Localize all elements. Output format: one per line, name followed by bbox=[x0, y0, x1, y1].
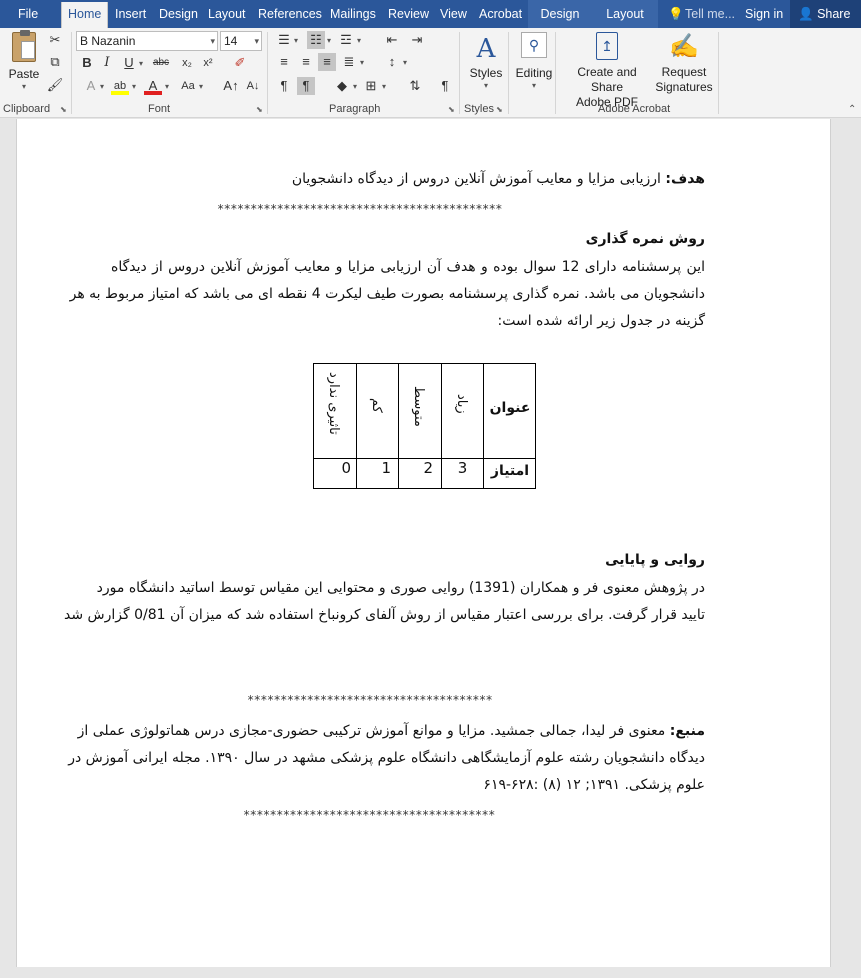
ribbon-home bbox=[0, 28, 861, 118]
validity-title: روایی و پایایی bbox=[605, 552, 705, 568]
tab-layout[interactable]: Layout bbox=[208, 7, 246, 21]
styles-group-label: Styles bbox=[464, 103, 494, 115]
font-group-label: Font bbox=[148, 103, 171, 115]
goal-line: هدف: ارزیابی مزایا و معایب آموزش آنلاین دروس از دیدگاه دانشجویان bbox=[291, 171, 705, 187]
chevron-down-icon[interactable]: ▾ bbox=[360, 58, 365, 67]
styles-button[interactable]: A Styles ▾ bbox=[466, 32, 506, 91]
table-header-cell: زیاد bbox=[454, 394, 469, 414]
tab-insert[interactable]: Insert bbox=[115, 7, 147, 21]
clear-formatting-icon[interactable]: ✐ bbox=[234, 55, 246, 70]
subscript-icon[interactable]: x₂ bbox=[182, 57, 192, 69]
clipboard-icon bbox=[12, 32, 36, 62]
chevron-down-icon[interactable]: ▾ bbox=[327, 36, 332, 45]
copy-icon[interactable]: ⧉ bbox=[50, 54, 60, 69]
table-header-cell: کم bbox=[369, 398, 384, 413]
chevron-down-icon[interactable]: ▾ bbox=[100, 82, 105, 91]
decrease-indent-icon[interactable]: ⇤ bbox=[386, 32, 398, 47]
cut-icon[interactable]: ✂ bbox=[49, 32, 61, 47]
paste-button[interactable]: Paste ▾ bbox=[6, 32, 42, 92]
separator-stars: ************************************** bbox=[243, 808, 495, 822]
tab-review[interactable]: Review bbox=[388, 7, 429, 21]
tab-references[interactable]: References bbox=[258, 7, 322, 21]
table-cell: 0 bbox=[341, 459, 351, 477]
tell-me-search[interactable]: Tell me... bbox=[685, 7, 736, 21]
table-header-title: عنوان bbox=[489, 400, 531, 416]
shrink-font-icon[interactable]: A↓ bbox=[246, 80, 260, 92]
share-button[interactable]: 👤 Share bbox=[790, 0, 861, 28]
align-left-icon[interactable]: ≡ bbox=[280, 54, 288, 69]
create-share-pdf-button[interactable]: ↥ Create and Share Adobe PDF bbox=[560, 32, 654, 110]
tab-view[interactable]: View bbox=[440, 7, 467, 21]
line-spacing-icon[interactable]: ↕ bbox=[388, 54, 396, 69]
table-score-label: امتیاز bbox=[490, 463, 530, 479]
pdf-create-icon: ↥ bbox=[596, 32, 618, 60]
styles-launcher-icon[interactable]: ⬊ bbox=[496, 105, 503, 114]
table-cell: 3 bbox=[457, 459, 468, 477]
scoring-paragraph-line: این پرسشنامه دارای 12 سوال بوده و هدف آن ارزیابی مزایا و معایب آموزش آنلاین دروس از دیدگاه bbox=[111, 259, 705, 275]
ribbon-tab-bar bbox=[0, 0, 861, 28]
divider bbox=[718, 32, 719, 114]
tab-file[interactable]: File bbox=[18, 7, 39, 21]
chevron-down-icon: ▾ bbox=[210, 36, 215, 46]
underline-icon[interactable]: U bbox=[124, 55, 134, 70]
highlight-icon[interactable]: ab bbox=[111, 77, 129, 95]
ltr-icon[interactable]: ¶ bbox=[280, 78, 288, 93]
numbering-icon[interactable]: ☷ bbox=[307, 31, 325, 49]
sign-in-link[interactable]: Sign in bbox=[745, 7, 784, 21]
tab-acrobat[interactable]: Acrobat bbox=[479, 7, 523, 21]
styles-icon: A bbox=[476, 34, 496, 64]
scoring-paragraph-line: گزینه در جدول زیر ارائه شده است: bbox=[497, 313, 705, 329]
table-header-cell: متوسط bbox=[411, 386, 426, 427]
grow-font-icon[interactable]: A↑ bbox=[223, 78, 239, 93]
clipboard-group-label: Clipboard bbox=[3, 103, 51, 115]
clipboard-launcher-icon[interactable]: ⬊ bbox=[60, 105, 67, 114]
source-line: علوم پزشکی. ۱۳۹۱; ۱۲ (۸) :۶۲۸-۶۱۹ bbox=[483, 777, 705, 793]
document-area bbox=[0, 119, 861, 978]
tab-table-layout[interactable]: Layout bbox=[592, 0, 658, 28]
borders-icon[interactable]: ⊞ bbox=[365, 78, 377, 93]
chevron-down-icon[interactable]: ▾ bbox=[357, 36, 362, 45]
chevron-down-icon[interactable]: ▾ bbox=[199, 82, 204, 91]
divider bbox=[459, 32, 460, 114]
separator-stars: ******************************************* bbox=[217, 202, 502, 216]
divider bbox=[71, 32, 72, 114]
magnifier-icon: ⚲ bbox=[521, 32, 547, 58]
font-launcher-icon[interactable]: ⬊ bbox=[256, 105, 263, 114]
divider bbox=[267, 32, 268, 114]
separator-stars: ************************************* bbox=[247, 693, 493, 707]
text-effects-icon[interactable]: A bbox=[86, 78, 96, 93]
scoring-title: روش نمره گذاری bbox=[585, 231, 705, 247]
chevron-down-icon[interactable]: ▾ bbox=[353, 82, 358, 91]
source-line: دیدگاه دانشجویان رشته علوم آزمایشگاهی دانشگاه علوم پزشکی مشهد در سال ۱۳۹۰. مجله ایرانی آموزش در bbox=[68, 750, 705, 766]
strikethrough-icon[interactable]: abc bbox=[152, 57, 170, 68]
font-size-combo[interactable]: 14 ▾ bbox=[220, 31, 262, 51]
tab-mailings[interactable]: Mailings bbox=[330, 7, 376, 21]
increase-indent-icon[interactable]: ⇥ bbox=[411, 32, 423, 47]
signature-icon: ✍ bbox=[669, 33, 699, 60]
chevron-down-icon[interactable]: ▾ bbox=[132, 82, 137, 91]
divider bbox=[555, 32, 556, 114]
multilevel-list-icon[interactable]: ☲ bbox=[340, 32, 352, 47]
tab-home[interactable]: Home bbox=[61, 2, 108, 28]
font-color-icon[interactable]: A bbox=[144, 77, 162, 95]
person-add-icon: 👤 bbox=[798, 7, 814, 21]
scoring-table[interactable] bbox=[313, 363, 536, 489]
chevron-down-icon[interactable]: ▾ bbox=[294, 36, 299, 45]
document-page[interactable] bbox=[16, 119, 831, 967]
chevron-down-icon[interactable]: ▾ bbox=[165, 82, 170, 91]
source-line: منبع: معنوی فر لیدا، جمالی جمشید. مزایا و موانع آموزش ترکیبی حضوری-مجازی درس هماتولوژی عملی از bbox=[77, 723, 705, 739]
chevron-down-icon[interactable]: ▾ bbox=[382, 82, 387, 91]
show-marks-icon[interactable]: ¶ bbox=[441, 78, 449, 93]
rtl-icon[interactable]: ¶ bbox=[297, 77, 315, 95]
sort-icon[interactable]: ⇅ bbox=[409, 78, 421, 93]
format-painter-icon[interactable]: 🖌 bbox=[46, 77, 64, 92]
align-center-icon[interactable]: ≡ bbox=[302, 54, 310, 69]
editing-button[interactable]: ⚲ Editing ▾ bbox=[513, 32, 555, 91]
italic-icon[interactable]: I bbox=[104, 55, 110, 70]
tab-table-design[interactable]: Design bbox=[528, 0, 592, 28]
tab-design[interactable]: Design bbox=[159, 7, 198, 21]
superscript-icon[interactable]: x² bbox=[203, 57, 213, 69]
shading-icon[interactable]: ◆ bbox=[337, 78, 347, 93]
acrobat-group-label: Adobe Acrobat bbox=[598, 103, 671, 115]
bold-icon[interactable]: B bbox=[82, 55, 92, 70]
request-signatures-button[interactable]: ✍ Request Signatures bbox=[655, 33, 713, 94]
paragraph-launcher-icon[interactable]: ⬊ bbox=[448, 105, 455, 114]
table-cell: 2 bbox=[423, 459, 433, 477]
justify-icon[interactable]: ≣ bbox=[343, 54, 355, 69]
chevron-down-icon: ▾ bbox=[254, 36, 259, 46]
change-case-icon[interactable]: Aa bbox=[181, 80, 195, 92]
align-right-icon[interactable]: ≡ bbox=[318, 53, 336, 71]
font-name-combo[interactable]: B Nazanin ▾ bbox=[76, 31, 218, 51]
table-header-cell: تاثیری ندارد bbox=[326, 372, 341, 435]
validity-paragraph-line: در پژوهش معنوی فر و همکاران (1391) روایی صوری و محتوایی این مقیاس توسط اساتید دانشگاه مورد bbox=[96, 580, 705, 596]
divider bbox=[508, 32, 509, 114]
validity-paragraph-line: تایید قرار گرفت. برای بررسی اعتبار مقیاس از روش آلفای کرونباخ استفاده شد که میزان آن 0/81 گزارش شد bbox=[64, 607, 705, 623]
chevron-down-icon[interactable]: ▾ bbox=[403, 58, 408, 67]
bullets-icon[interactable]: ☰ bbox=[278, 32, 290, 47]
paragraph-group-label: Paragraph bbox=[329, 103, 381, 115]
chevron-down-icon[interactable]: ▾ bbox=[139, 59, 144, 68]
scoring-paragraph-line: دانشجویان می باشد. نمره گذاری پرسشنامه بصورت طیف لیکرت 4 نقطه ای می باشد که امتیاز مربوط به هر bbox=[69, 286, 705, 302]
table-cell: 1 bbox=[381, 459, 391, 477]
collapse-ribbon-icon[interactable]: ⌃ bbox=[848, 104, 857, 115]
lightbulb-icon: 💡 bbox=[668, 7, 684, 21]
